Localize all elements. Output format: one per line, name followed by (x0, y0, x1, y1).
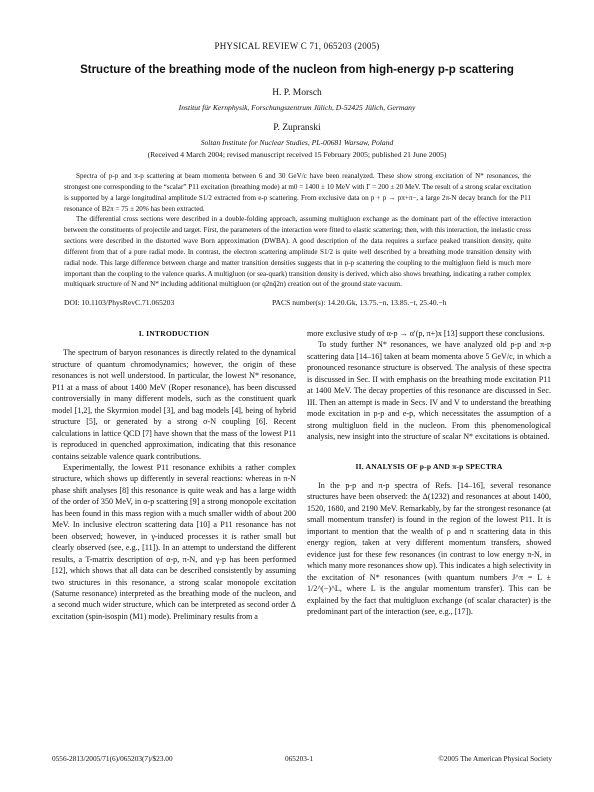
body-paragraph: To study further N* resonances, we have analyzed old p-p and π-p scattering data [14–16] taken at beam momenta above 5 GeV/c, in which a pronounced resonance structure is observed. The analysis of these spectra is discussed in Sec. II with emphasis on the breathing mode excitation P11 at 1400 MeV. The decay properties of this resonance are discussed in Sec. III. Then an attempt is made in Secs. IV and V to understand the breathing mode excitation in p-p and e-p, which necessitates the assumption of a strong multigluon field in the nucleon. From this phenomenological analysis, new insight into the structure of scalar N* excitations is obtained. (307, 340, 551, 442)
left-column (52, 328, 296, 622)
footer-issn: 0556-2813/2005/71(6)/065203(7)/$23.00 (52, 754, 173, 763)
journal-header: PHYSICAL REVIEW C 71, 065203 (2005) (214, 41, 380, 51)
paper-title: Structure of the breathing mode of the nucleon from high-energy p-p scattering (80, 64, 514, 76)
author-affiliation: Soltan Institute for Nuclear Studies, PL-00681 Warsaw, Poland (200, 138, 394, 147)
section-heading: II. ANALYSIS OF p-p AND π-p SPECTRA (355, 461, 503, 471)
doi-pacs-row (64, 298, 531, 307)
abstract-paragraph: Spectra of p-p and π-p scattering at beam momenta between 6 and 30 GeV/c have been reanalyzed. These show strong excitation of N* resonances, the strongest one corresponding to the “scalar” P11 excitation (breathing mode) at m0 = 1400 ± 10 MeV with Γ = 200 ± 20 MeV. The result of a strong scalar excitation is supported by a large longitudinal amplitude S1/2 extracted from e-p scattering. From exclusive data on p + p → pπ+π−, a large 2π-N decay branch for the P11 resonance of B2π = 75 ± 20% has been extracted. (64, 172, 531, 213)
body-paragraph: Experimentally, the lowest P11 resonance exhibits a rather complex structure, which shows up differently in several reactions: whereas in π-N phase shift analyses [8] this resonance is quite weak and has a large width of the order of 350 MeV, in α-p scattering [9] a strong monopole excitation has been found in this mass region with a much smaller width of about 200 MeV. In inclusive electron scattering data [10] a P11 resonance has not been observed; however, in γ-induced processes it is rather small but clearly observed (see, e.g., [11]). In an attempt to understand the different results, a T-matrix description of α-p, π-N, and γ-p has been performed [12], which shows that all data can be described consistently by assuming two structures in this resonance, a strong scalar monopole excitation (Saturne resonance) interpreted as the breathing mode of the nucleon, and a second much wider structure, which can be interpreted as second order Δ excitation (spin-isospin (M1) mode). Preliminary results from a (52, 462, 296, 621)
body-paragraph: In the p-p and π-p spectra of Refs. [14–16], several resonance structures have been observed: the Δ(1232) and resonances at about 1400, 1520, 1680, and 2190 MeV. Remarkably, by far the strongest resonance (at small momentum transfer) is found in the region of the lowest P11. It is important to mention that the wealth of ρ and π scattering data in this energy region, taken at very different momentum transfers, showed evidence just for these few resonances (in contrast to low energy π-N, in which many more resonances show up). This indicates a high selectivity in the excitation of N* resonances (with quantum numbers J^π = L ± 1/2^(−)^L, where L is the angular momentum transfer). This can be explained by the fact that multigluon exchange (of scalar character) is the predominant part of the interaction (see, e.g., [17]). (307, 480, 551, 616)
page-footer (52, 754, 552, 763)
right-column (307, 328, 551, 617)
body-paragraph: more exclusive study of α-p → α′(p, π+)x [13] support these conclusions. (307, 329, 545, 338)
doi-link[interactable]: DOI: 10.1103/PhysRevC.71.065203 (64, 298, 175, 307)
pacs-numbers: PACS number(s): 14.20.Gk, 13.75.−n, 13.85.−t, 25.40.−h (272, 298, 447, 307)
abstract (64, 171, 531, 290)
page-number: 065203-1 (285, 754, 313, 763)
author-affiliation: Institut für Kernphysik, Forschungszentrum Jülich, D-52425 Jülich, Germany (178, 103, 416, 112)
author-name: H. P. Morsch (272, 88, 322, 98)
publication-dates: (Received 4 March 2004; revised manuscript received 15 February 2005; published 21 June 2005) (147, 150, 447, 159)
abstract-paragraph: The differential cross sections were described in a double-folding approach, assuming multigluon exchange as the dominant part of the effective interaction between the constituents of projectile and target. First, the parameters of the interaction were fitted to elastic scattering; then, with this interaction, the inelastic cross sections were described in the distorted wave Born approximation (DWBA). A good description of the data requires a surface peaked transition density, quite different from that of a pure radial mode. In contrast, the electron scattering amplitude S1/2 is quite well described by a breathing mode transition density with radial node. This large difference between charge and matter transition densities suggests that in p-p scattering the coupling to the multigluon field is much more important than the coupling to the valence quarks. A multigluon (or sea-quark) transition density is derived, which also shows breathing, indicating a rather complex multiquark structure of N and N* including additional multigluon (or q2nq̄2n) creation out of the ground state vacuum. (64, 215, 531, 289)
author-name: P. Zupranski (273, 123, 321, 133)
copyright: ©2005 The American Physical Society (438, 754, 552, 763)
section-heading: I. INTRODUCTION (138, 329, 210, 338)
body-paragraph: The spectrum of baryon resonances is directly related to the dynamical structure of quantum chromodynamics; however, the origin of these resonances is not well understood. In particular, the lowest N* resonance, P11 at a mass of about 1400 MeV (Roper resonance), has been discussed controversially in many different models, such as the constituent quark model [1,2], the Skyrmion model [3], and bag models [4], being of hybrid structure [5], or generated by a strong σ-N coupling [6]. Recent calculations in lattice QCD [7] have shown that the mass of the lowest P11 is reproduced in quenched approximation, indicating that this resonance contains seizable valence quark contributions. (52, 348, 296, 461)
